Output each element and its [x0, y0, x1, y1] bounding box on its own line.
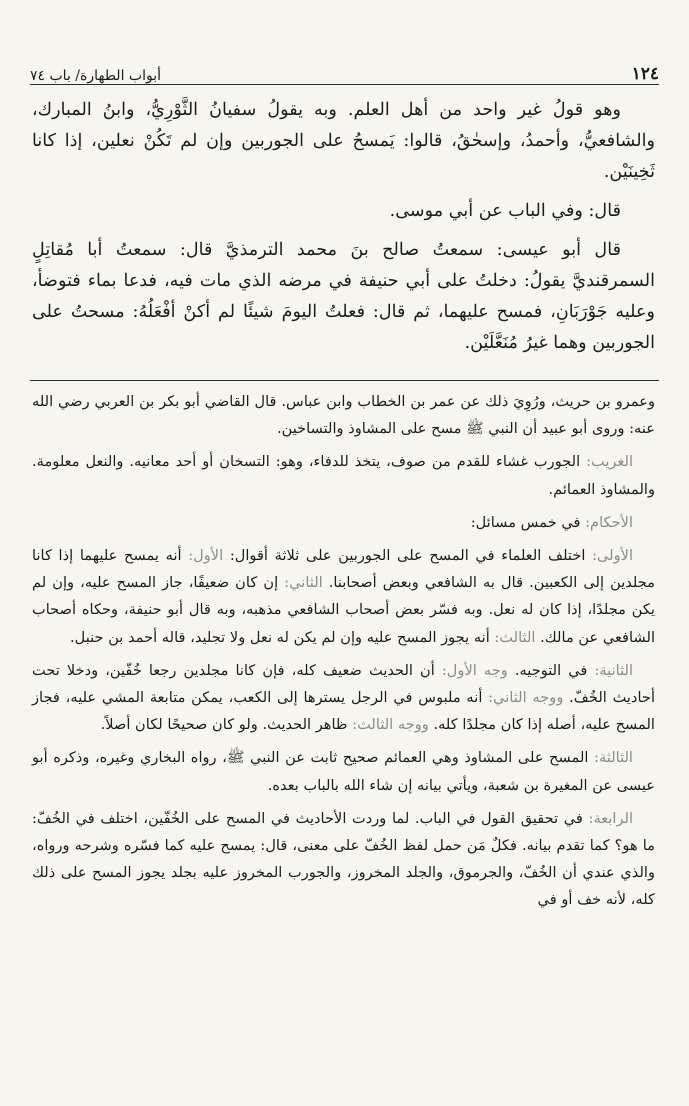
- reason-third-text: ظاهر الحديث. ولو كان صحيحًا لكان أصلاً.: [100, 716, 353, 734]
- reason-second-text: أنه ملبوس في الرجل يسترها إلى الكعب، يمكن متابعة المشي عليه، فجاز المسح عليه، أصله إذا كان مجلدًا كله.: [32, 689, 655, 734]
- gharib-label: الغريب:: [586, 453, 633, 471]
- issue-fourth-paragraph: [32, 805, 655, 914]
- commentary-paragraph: وعمرو بن حريث، ورُوِيَ ذلك عن عمر بن الخطاب وابن عباس. قال القاضي أبو بكر بن العربي رضي الله عنه: وروى أبو عبيد أن النبي ﷺ مسح على المشاوذ والتساخين.: [32, 393, 655, 438]
- opinion-second-text: إن كان ضعيفًا، جاز المسح عليه، وإن لم يكن مجلدًا، إذا كان له نعل. وبه فسّر بعض أصحاب الشافعي مذهبه، وبه قال أبو حنيفة، وحكاه أصحاب الشافعي عن مالك.: [32, 574, 655, 646]
- reason-first-text: أن الحديث ضعيف كله، فإن كانا مجلدين رجعا خُفّين، ودخلا تحت أحاديث الخُفّ.: [32, 661, 656, 707]
- commentary-text: [32, 388, 655, 920]
- issue-second-label: الثانية:: [594, 661, 633, 679]
- issue-first-text: اختلف العلماء في المسح على الجوربين على ثلاثة أقوال:: [223, 547, 593, 565]
- opinion-first-label: الأول:: [188, 547, 224, 565]
- gharib-text: الجورب غشاء للقدم من صوف، يتخذ للدفاء، وهو: التسخان أو أحد معانيه. والنعل معلومة. والمشاوذ العمائم.: [32, 453, 655, 498]
- issue-second-paragraph: [32, 657, 655, 739]
- reason-second-label: ووجه الثاني:: [488, 689, 564, 707]
- running-head: أبواب الطهارة/ باب ٧٤: [30, 68, 161, 84]
- ahkam-text: في خمس مسائل:: [470, 513, 586, 531]
- opinion-third-label: الثالث:: [494, 628, 536, 646]
- gharib-paragraph: [32, 448, 655, 502]
- issue-first-label: الأولى:: [592, 547, 634, 565]
- matn-paragraph: قال: وفي الباب عن أبي موسى.: [389, 201, 621, 221]
- issue-third-label: الثالثة:: [594, 749, 633, 767]
- opinion-second-label: الثاني:: [284, 574, 323, 592]
- matn-paragraph: وهو قولُ غير واحد من أهل العلم. وبه يقولُ سفيانُ الثَّوْرِيُّ، وابنُ المبارك، والشافعيُّ، وأحمدُ، وإسحٰقُ، قالوا: يَمسحُ على الجوربين وإن لم تَكُنْ نعلين، إذا كانا ثَخِينَيْن.: [32, 100, 655, 182]
- reason-first-label: وجه الأول:: [441, 661, 508, 679]
- page-number: ١٢٤: [631, 64, 659, 84]
- header-divider: [30, 84, 659, 85]
- issue-fourth-label: الرابعة:: [588, 809, 633, 827]
- ahkam-paragraph: [32, 509, 655, 536]
- issue-first-paragraph: [32, 542, 655, 651]
- issue-fourth-text: في تحقيق القول في الباب. لما وردت الأحاديث في المسح على الخُفّين، اختلف في الخُفّ: ما هو؟ كما تقدم بيانه. فكلٌ مَن حمل لفظ الخُفّ على معنى، قال: يمسح عليه كما فسّره وشرحه ورواه، والذي عندي أن الخُفّ، والجرموق، والجلد المخروز، والجورب المخروز عليه بجلد يجوز المسح على ذلك كله، لأنه خف أو في: [32, 809, 655, 909]
- issue-second-text: في التوجيه.: [507, 661, 595, 679]
- issue-third-text: المسح على المشاوذ وهي العمائم صحيح ثابت عن النبي ﷺ، رواه البخاري وغيره، وذكره أبو عيسى عن المغيرة بن شعبة، ويأتي بيانه إن شاء الله بالباب بعده.: [32, 749, 655, 794]
- opinion-first-text: أنه يمسح عليهما إذا كانا مجلدين إلى الكعبين. قال به الشافعي وبعض أصحابنا.: [32, 547, 655, 592]
- page-header: [30, 52, 659, 84]
- opinion-third-text: أنه يجوز المسح عليه وإن لم يكن له نعل ولا تجليد، قاله أحمد بن حنبل.: [70, 628, 495, 646]
- issue-third-paragraph: [32, 744, 655, 798]
- section-divider: [30, 380, 659, 381]
- matn-paragraph: قال أبو عيسى: سمعتُ صالح بنَ محمد الترمذيَّ قال: سمعتُ أبا مُقاتِلٍ السمرقنديَّ يقولُ: دخلتُ على أبي حنيفة في مرضه الذي مات فيه، فدعا بماء فتوضأ، وعليه جَوْرَبَانِ، فمسح عليهما، ثم قال: فعلتُ اليومَ شيئًا لم أكنْ أفْعَلُهُ: مسحتُ على الجوربين وهما غيرُ مُنَعَّلَيْن.: [32, 240, 655, 353]
- hadith-text: [32, 95, 655, 367]
- ahkam-label: الأحكام:: [585, 513, 633, 531]
- reason-third-label: ووجه الثالث:: [352, 716, 429, 734]
